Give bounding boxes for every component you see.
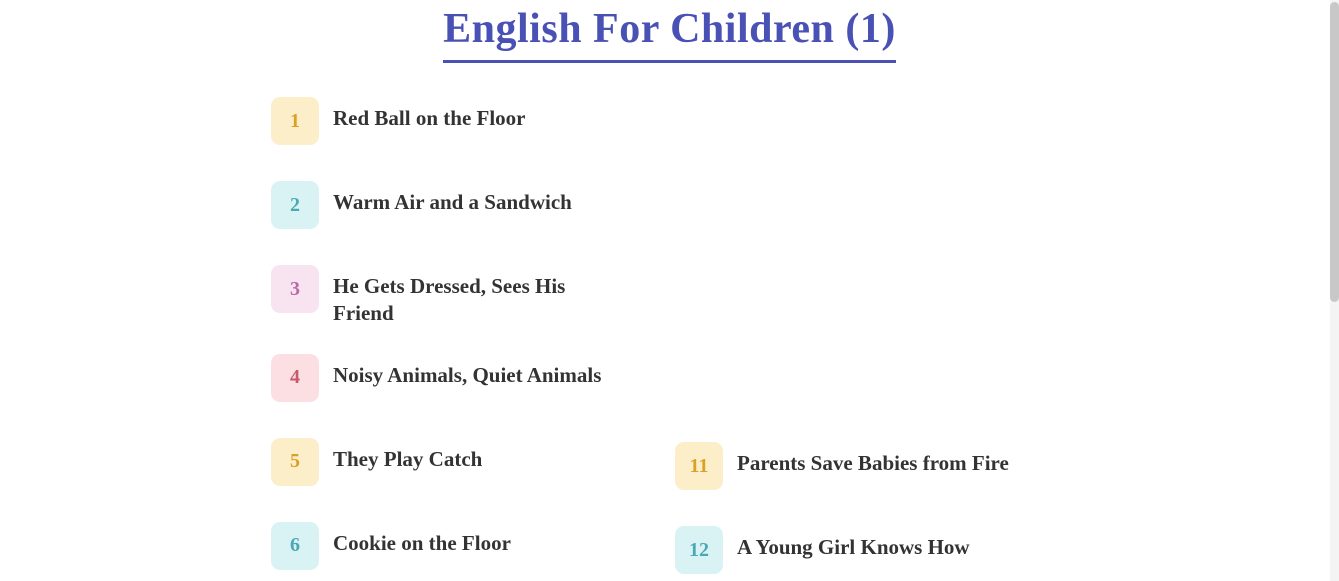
lesson-column-left (271, 97, 675, 581)
list-item[interactable] (271, 97, 675, 145)
lesson-columns (0, 97, 1339, 581)
list-item[interactable] (271, 438, 675, 486)
lesson-number-badge: 1 (271, 97, 319, 145)
list-item[interactable] (675, 442, 1079, 490)
scrollbar-thumb[interactable] (1330, 2, 1339, 302)
lesson-column-right (675, 97, 1079, 581)
lesson-number-badge: 11 (675, 442, 723, 490)
lesson-number-badge: 4 (271, 354, 319, 402)
lesson-title[interactable]: Parents Save Babies from Fire (737, 451, 1009, 476)
list-item[interactable] (271, 522, 675, 570)
list-item[interactable] (271, 265, 675, 326)
list-item[interactable] (271, 181, 675, 229)
lesson-number-badge: 12 (675, 526, 723, 574)
lesson-number-badge: 6 (271, 522, 319, 570)
lesson-title[interactable]: Cookie on the Floor (333, 530, 511, 555)
scrollbar-track[interactable] (1330, 0, 1339, 581)
page-title-wrapper (0, 0, 1339, 63)
list-item[interactable] (271, 354, 675, 402)
lesson-title[interactable]: He Gets Dressed, Sees His Friend (333, 274, 566, 325)
lesson-number-badge: 5 (271, 438, 319, 486)
lesson-title[interactable]: A Young Girl Knows How (737, 535, 970, 560)
lesson-title[interactable]: Warm Air and a Sandwich (333, 190, 572, 215)
lesson-title[interactable]: They Play Catch (333, 446, 483, 471)
lesson-title[interactable]: Red Ball on the Floor (333, 106, 526, 131)
lesson-title[interactable]: Noisy Animals, Quiet Animals (333, 362, 602, 387)
lesson-number-badge: 3 (271, 265, 319, 313)
list-item[interactable] (675, 526, 1079, 574)
lesson-number-badge: 2 (271, 181, 319, 229)
page-title[interactable]: English For Children (1) (443, 4, 896, 63)
